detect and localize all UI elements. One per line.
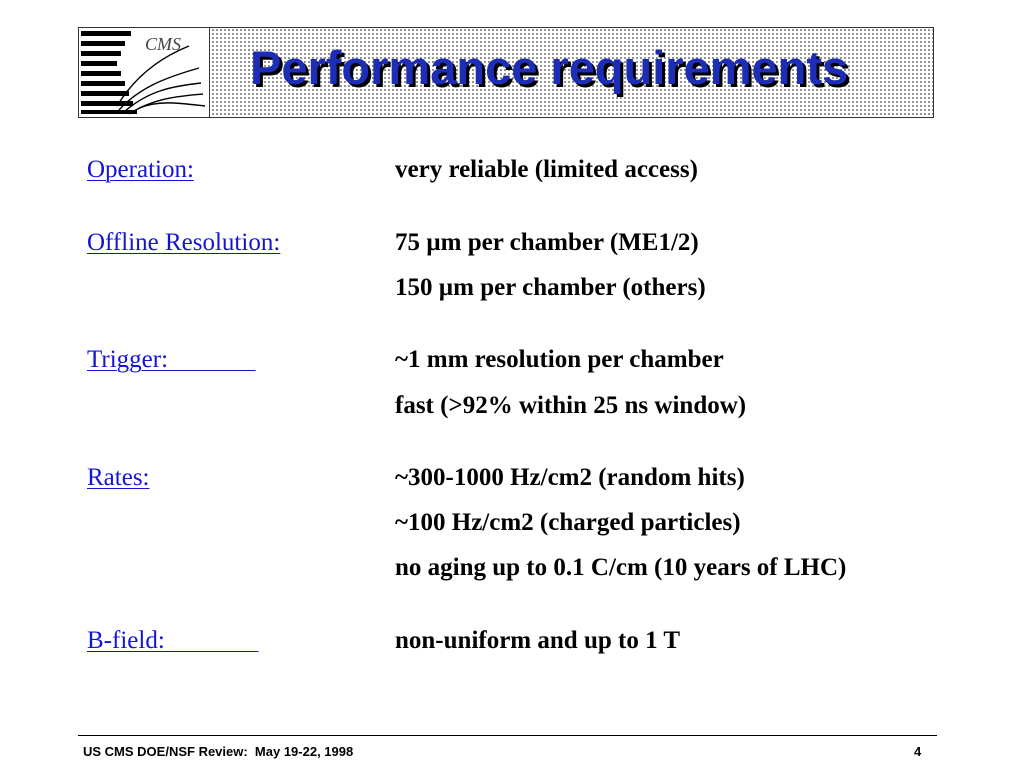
value-rates-line-3: no aging up to 0.1 C/cm (10 years of LHC) xyxy=(395,554,847,581)
label-rates-link[interactable]: Rates: xyxy=(87,464,150,491)
value-offline-resolution-line-2: 150 µm per chamber (others) xyxy=(395,274,706,301)
value-trigger-line-2: fast (>92% within 25 ns window) xyxy=(395,392,747,419)
label-operation-link[interactable]: Operation: xyxy=(87,156,194,183)
value-offline-resolution-line-1: 75 µm per chamber (ME1/2) xyxy=(395,229,699,256)
cms-logo xyxy=(79,28,210,117)
value-b-field-line-1: non-uniform and up to 1 T xyxy=(395,627,681,654)
label-b-field-link[interactable]: B-field: xyxy=(87,627,259,654)
slide-title: Performance requirements xyxy=(250,41,849,94)
value-trigger-line-1: ~1 mm resolution per chamber xyxy=(395,346,724,373)
cms-logo-graphic xyxy=(79,28,209,117)
value-rates-line-1: ~300-1000 Hz/cm2 (random hits) xyxy=(395,464,745,491)
requirement-row-rates xyxy=(0,464,1024,581)
requirement-row-trigger xyxy=(0,346,1024,419)
value-rates-line-2: ~100 Hz/cm2 (charged particles) xyxy=(395,509,741,536)
requirement-row-offline-resolution xyxy=(0,229,1024,301)
logo-text: CMS xyxy=(145,34,181,54)
value-operation-line-1: very reliable (limited access) xyxy=(395,156,698,183)
footer-divider xyxy=(78,735,937,736)
page-number: 4 xyxy=(914,744,922,759)
footer-text: US CMS DOE/NSF Review: May 19-22, 1998 xyxy=(83,744,354,759)
label-offline-resolution-link[interactable]: Offline Resolution: xyxy=(87,229,281,256)
label-trigger-link[interactable]: Trigger: xyxy=(87,346,256,373)
requirement-row-b-field xyxy=(0,627,1024,661)
requirement-row-operation xyxy=(0,156,1024,190)
